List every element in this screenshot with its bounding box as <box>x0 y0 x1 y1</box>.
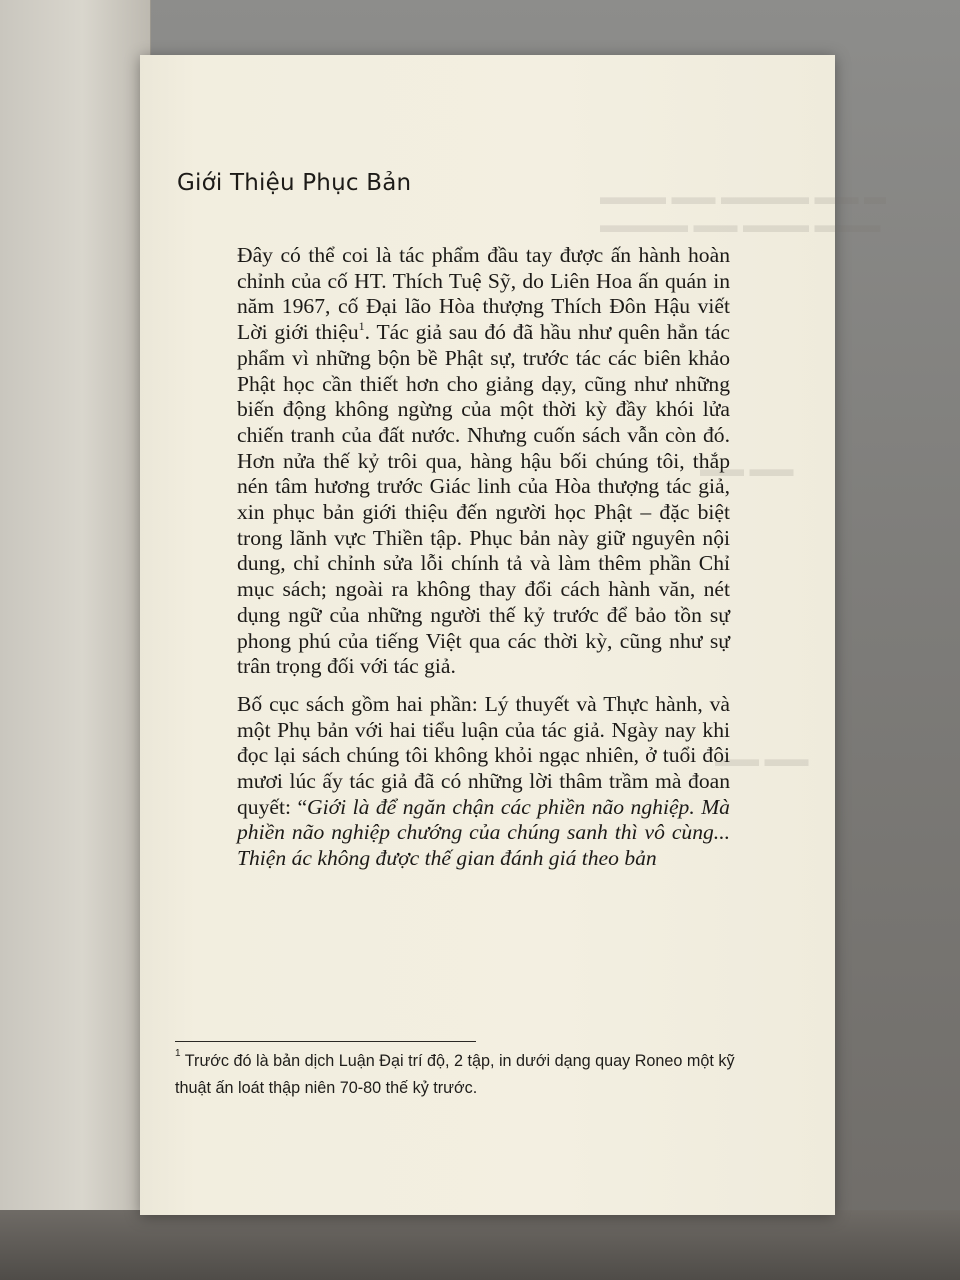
show-through-texture: ▬▬ ▬▬ <box>715 746 809 771</box>
footnote-text: Trước đó là bản dịch Luận Đại trí độ, 2 tập, in dưới dạng quay Roneo một kỹ thuật ấn loát thập niên 70-80 thế kỷ trước. <box>175 1052 735 1097</box>
footnote <box>175 1048 775 1102</box>
adjacent-book-cover <box>0 0 151 1280</box>
show-through-texture: ▬▬▬▬ ▬▬ ▬▬▬ ▬▬▬ <box>600 212 881 237</box>
paragraph-1-text-continued: . Tác giả sau đó đã hầu như quên hẳn tác phẩm vì những bộn bề Phật sự, trước tác các biên khảo Phật học cần thiết hơn cho giảng dạy, cũng như những biến động không ngừng của một thời kỳ đầy khói lửa chiến tranh của đất nước. Nhưng cuốn sách vẫn còn đó. Hơn nửa thế kỷ trôi qua, hàng hậu bối chúng tôi, thắp nén tâm hương trước Giác linh của Hòa thượng tác giả, xin phục bản giới thiệu đến người học Phật – đặc biệt trong lãnh vực Thiền tập. Phục bản này giữ nguyên nội dung, chỉ chỉnh sửa lỗi chính tả và làm thêm phần Chỉ mục sách; ngoài ra không thay đổi cách hành văn, nét dụng ngữ của những người thế kỷ trước để bảo tồn sự phong phú của tiếng Việt qua các thời kỳ, cũng như sự trân trọng đối với tác giả. <box>237 320 730 679</box>
paragraph-1 <box>237 243 730 680</box>
paragraph-2-quote: Giới là để ngăn chận các phiền não nghiệp. Mà phiền não nghiệp chướng của chúng sanh thì vô cùng... Thiện ác không được thế gian đánh giá theo bản <box>237 794 730 871</box>
section-heading: Giới Thiệu Phục Bản <box>177 170 412 196</box>
paragraph-2 <box>237 692 730 872</box>
table-surface <box>0 1210 960 1280</box>
show-through-texture: ▬▬▬ ▬▬ ▬▬▬▬ ▬▬ ▬ <box>600 184 886 209</box>
footnote-divider <box>175 1041 476 1042</box>
footnote-marker: 1 <box>175 1048 181 1059</box>
footnote-reference[interactable]: 1 <box>358 319 365 334</box>
paragraph-1-text: Đây có thể coi là tác phẩm đầu tay được ấn hành hoàn chỉnh của cố HT. Thích Tuệ Sỹ, do Liên Hoa ấn quán in năm 1967, cố Đại lão Hòa thượng Thích Đôn Hậu viết Lời giới thiệu <box>237 243 730 345</box>
paragraph-2-text: Bố cục sách gồm hai phần: Lý thuyết và Thực hành, và một Phụ bản với hai tiểu luận của tác giả. Ngày nay khi đọc lại sách chúng tôi không khỏi ngạc nhiên, ở tuổi đôi mươi lúc ấy tác giả đã có những lời thâm trầm mà đoan quyết: “ <box>237 691 730 819</box>
body-text <box>237 243 730 872</box>
show-through-texture: ▬▬ ▬▬ <box>700 456 794 481</box>
book-page <box>140 55 886 1215</box>
